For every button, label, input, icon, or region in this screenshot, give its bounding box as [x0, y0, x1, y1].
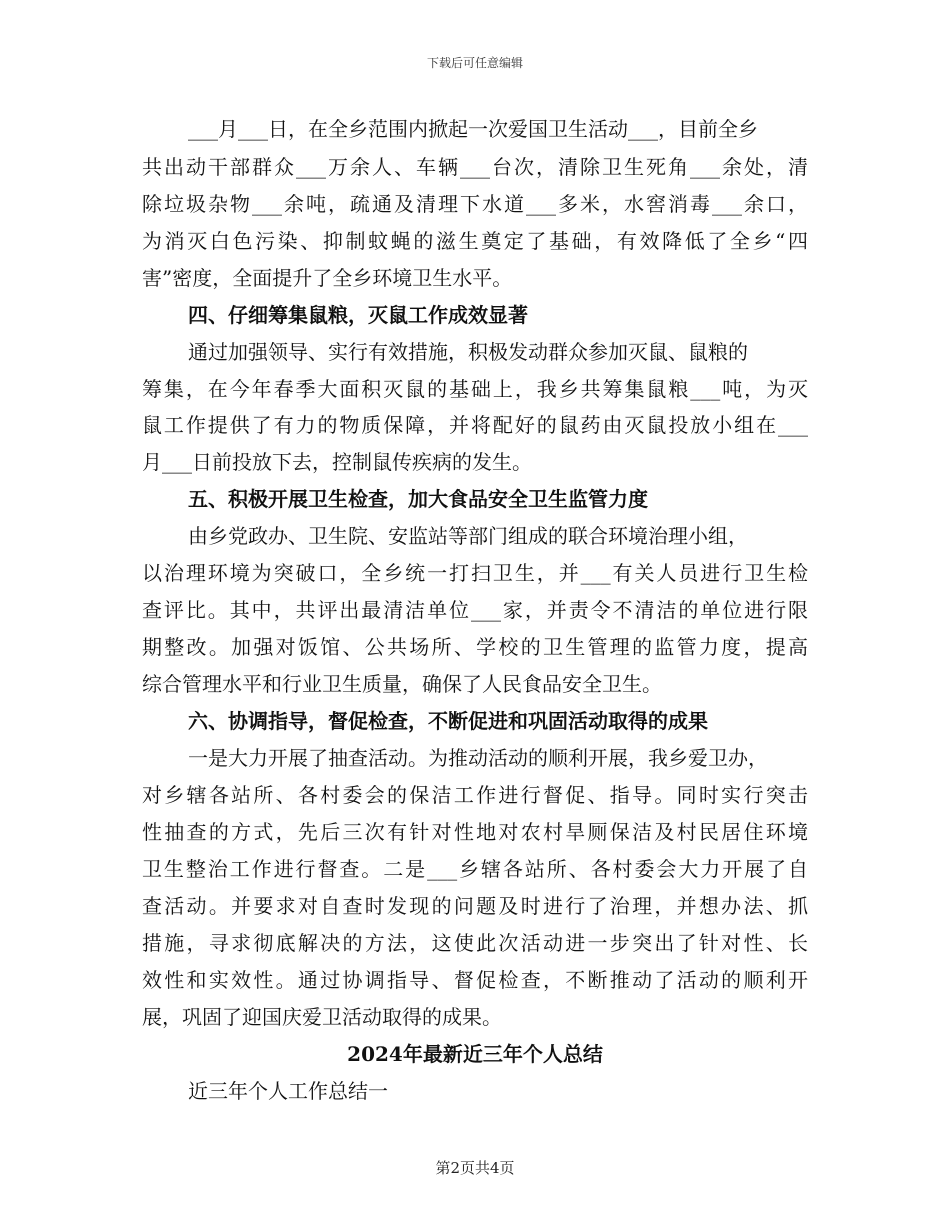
- paragraph-line: 为消灭白色污染、抑制蚊蝇的滋生奠定了基础，有效降低了全乡“四: [142, 229, 808, 253]
- page-footer: 第2页共4页: [435, 1159, 515, 1177]
- paragraph-line: 由乡党政办、卫生院、安监站等部门组成的联合环境治理小组，: [188, 524, 748, 548]
- paragraph-line: 期整改。加强对饭馆、公共场所、学校的卫生管理的监管力度，提高: [142, 635, 808, 659]
- paragraph-line: 以治理环境为突破口，全乡统一打扫卫生，并___有关人员进行卫生检: [142, 561, 808, 585]
- page-header: 下载后可任意编辑: [426, 56, 523, 70]
- paragraph-line: 除垃圾杂物___余吨，疏通及清理下水道___多米，水窖消毒___余口，: [142, 192, 808, 216]
- paragraph-line: 展，巩固了迎国庆爱卫活动取得的成果。: [142, 1005, 502, 1029]
- section-heading: 六、协调指导，督促检查，不断促进和巩固活动取得的成果: [188, 709, 708, 733]
- paragraph-line: 通过加强领导、实行有效措施，积极发动群众参加灭鼠、鼠粮的: [188, 340, 748, 364]
- paragraph-line: 鼠工作提供了有力的物质保障，并将配好的鼠药由灭鼠投放小组在___: [142, 413, 808, 437]
- paragraph-line: 查活动。并要求对自查时发现的问题及时进行了治理，并想办法、抓: [142, 894, 808, 918]
- paragraph-line: 害”密度，全面提升了全乡环境卫生水平。: [142, 266, 513, 290]
- paragraph-line: 对乡辖各站所、各村委会的保洁工作进行督促、指导。同时实行突击: [142, 783, 808, 807]
- paragraph-line: 一是大力开展了抽查活动。为推动活动的顺利开展，我乡爱卫办，: [188, 746, 768, 770]
- paragraph-line: 月___日前投放下去，控制鼠传疾病的发生。: [142, 450, 532, 474]
- paragraph-line: 筹集，在今年春季大面积灭鼠的基础上，我乡共筹集鼠粮___吨，为灭: [142, 377, 808, 401]
- paragraph-line: 共出动干部群众___万余人、车辆___台次，清除卫生死角___余处，清: [142, 155, 808, 179]
- paragraph-line: 近三年个人工作总结一: [188, 1079, 388, 1103]
- section-heading: 五、积极开展卫生检查，加大食品安全卫生监管力度: [188, 487, 648, 511]
- paragraph-line: 效性和实效性。通过协调指导、督促检查，不断推动了活动的顺利开: [142, 968, 808, 992]
- document-title: 2024年最新近三年个人总结: [347, 1042, 603, 1066]
- paragraph-line: 综合管理水平和行业卫生质量，确保了人民食品安全卫生。: [142, 672, 662, 696]
- paragraph-line: 性抽查的方式，先后三次有针对性地对农村旱厕保洁及村民居住环境: [142, 820, 808, 844]
- paragraph-line: 卫生整治工作进行督查。二是___乡辖各站所、各村委会大力开展了自: [142, 857, 808, 881]
- paragraph-line: 查评比。其中，共评出最清洁单位___家，并责令不清洁的单位进行限: [142, 598, 808, 622]
- paragraph-line: ___月___日，在全乡范围内掀起一次爱国卫生活动___，目前全乡: [188, 117, 758, 141]
- paragraph-line: 措施，寻求彻底解决的方法，这使此次活动进一步突出了针对性、长: [142, 931, 808, 955]
- section-heading: 四、仔细筹集鼠粮，灭鼠工作成效显著: [188, 303, 528, 327]
